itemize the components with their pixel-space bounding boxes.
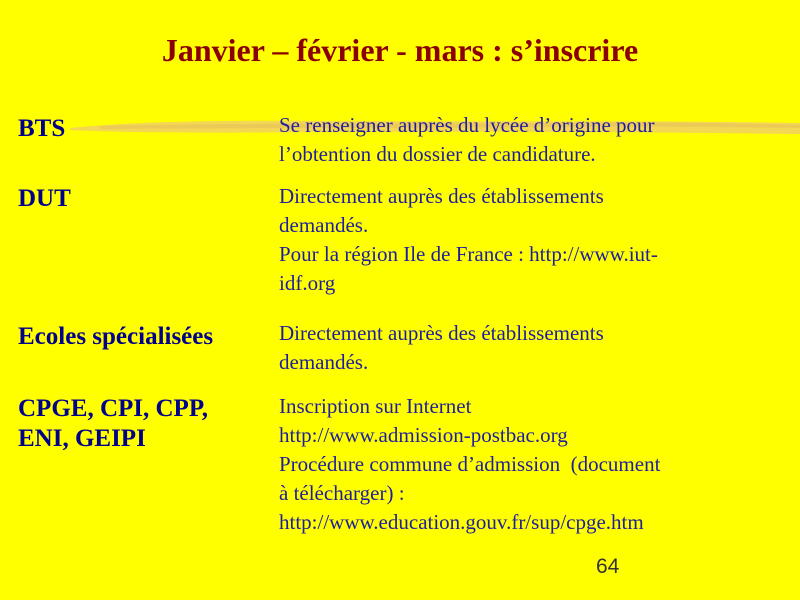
description-line: http://www.admission-postbac.org bbox=[279, 423, 568, 447]
description-line: idf.org bbox=[279, 271, 336, 295]
row-label-dut bbox=[18, 184, 71, 214]
label-line: Ecoles spécialisées bbox=[18, 323, 214, 350]
description-line: Se renseigner auprès du lycée d’origine pour bbox=[279, 113, 655, 137]
slide-title: Janvier – février - mars : s’inscrire bbox=[161, 32, 639, 68]
row-label-ecoles-specialisees bbox=[18, 322, 213, 352]
row-label-cpge bbox=[18, 394, 208, 454]
description-line: Procédure commune d’admission (document bbox=[279, 452, 661, 476]
label-line: DUT bbox=[18, 185, 71, 212]
row-description-dut bbox=[279, 182, 658, 298]
description-line: l’obtention du dossier de candidature. bbox=[279, 142, 596, 166]
row-description-cpge bbox=[279, 392, 660, 537]
description-line: Directement auprès des établissements bbox=[279, 321, 604, 345]
description-line: http://www.education.gouv.fr/sup/cpge.htm bbox=[279, 510, 644, 534]
description-line: Directement auprès des établissements bbox=[279, 184, 604, 208]
page-number: 64 bbox=[596, 555, 620, 578]
label-line: ENI, GEIPI bbox=[18, 425, 146, 452]
description-line: Pour la région Ile de France : http://www.iut- bbox=[279, 242, 658, 266]
row-label-bts bbox=[18, 114, 65, 144]
description-line: demandés. bbox=[279, 350, 369, 374]
description-line: Inscription sur Internet bbox=[279, 394, 472, 418]
label-line: BTS bbox=[18, 115, 66, 142]
label-line: CPGE, CPI, CPP, bbox=[18, 395, 209, 422]
description-line: demandés. bbox=[279, 213, 369, 237]
row-description-bts bbox=[279, 111, 655, 169]
description-line: à télécharger) : bbox=[279, 481, 405, 505]
row-description-ecoles-specialisees bbox=[279, 319, 604, 377]
